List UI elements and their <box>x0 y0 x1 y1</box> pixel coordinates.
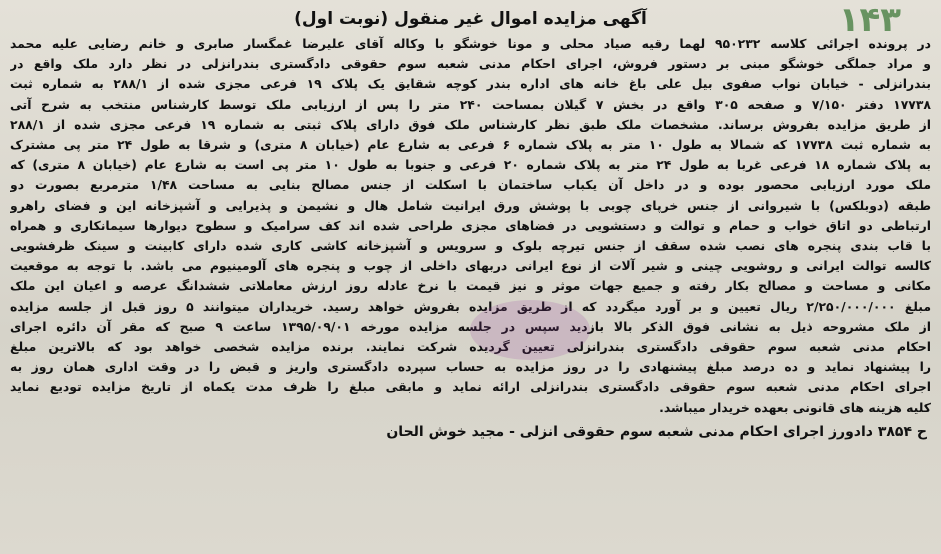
notice-line: طبقه (دوبلکس) با شیروانی از جنس خرپای چوبی با پوشش ورق ایرانیت شامل هال و نشیمن و پذیرایی و آشپزخانه این و فضای راهرو <box>10 197 931 213</box>
notice-line: به پلاک شماره ۱۸ فرعی غربا به طول ۲۴ متر به پلاک شماره ۲۰ فرعی و جنوبا به طول ۱۰ متر پی است به شارع عام (خیابان ۸ متری) که <box>10 157 931 173</box>
notice-body <box>10 34 931 418</box>
notice-line: را پیشنهاد نماید و ده درصد مبلغ پیشنهادی را در روز مزایده به حساب سپرده دادگستری واریز و قبض را در وقت اداری همان روز به <box>10 359 931 375</box>
notice-title: آگهی مزایده اموال غیر منقول (نوبت اول) <box>294 9 647 29</box>
notice-line: از طریق مزایده بفروش برساند. مشخصات ملک طبق نظر کارشناس ملک فوق دارای پلاک ثبتی به شماره ۱۹ فرعی مجزی شده از ۲۸۸/۱ <box>10 116 931 132</box>
ink-stamp <box>470 300 590 360</box>
notice-line: کالسه توالت ایرانی و روشویی چینی و شیر آلات از نوع ایرانی دربهای داخلی از چوب و پنجره های آلومینیوم می باشد. با توجه به موقعیت <box>10 258 931 274</box>
notice-line: ۱۷۷۳۸ دفتر ۷/۱۵۰ و صفحه ۳۰۵ واقع در بخش ۷ گیلان بمساحت ۲۴۰ متر را پس از ارزیابی ملک توسط کارشناس منتخب به شرح آتی <box>10 96 931 112</box>
notice-line: بندرانزلی - خیابان نواب صفوی بیل علی باغ خانه های اداره بندر کوچه شقایق یک پلاک ۱۹ فرعی مجزی شده از ۲۸۸/۱ به شماره ثبت <box>10 76 931 92</box>
notice-line: احکام مدنی شعبه سوم حقوقی دادگستری بندرانزلی تعیین گردیده شرکت نمایند. برنده مزایده شخصی خواهد بود که بالاترین مبلغ <box>10 339 931 355</box>
corner-mark: ۱۴۳ <box>838 0 901 40</box>
notice-line: ارتباطی دو اتاق خواب و حمام و توالت و دستشویی در فضاهای مجزی طراحی شده اند کف سرامیک و سطوح دیوارها سیمانکاری و همراه <box>10 217 931 233</box>
notice-line: مبلغ ۲/۲۵۰/۰۰۰/۰۰۰ ریال تعیین و بر آورد میگردد که از طریق مزایده بفروش خواهد رسید. خریداران میتوانند ۵ روز قبل از جلسه مزایده <box>10 298 931 314</box>
notice-line: و مراد جملگی خوشگو مبنی بر دستور فروش، اجرای احکام مدنی شعبه سوم حقوقی دادگستری بندرانزلی در نظر دارد ملک واقع در <box>10 56 931 72</box>
notice-line: کلیه هزینه های قانونی بعهده خریدار میباشد. <box>659 399 931 415</box>
notice-line: مکانی و مساحت و مصالح بکار رفته و جمیع جهات موثر و نیز قیمت با نرخ عادله روز ارزش معاملاتی ششدانگ عرصه و اعیان این ملک <box>10 278 931 294</box>
notice-line: با قاب بندی پنجره های نصب شده سقف از جنس تیرچه بلوک و سرویس و آشپزخانه کاشی کاری شده دارای کابینت و سینک ظرفشویی <box>10 238 931 254</box>
notice-line: ملک مورد ارزیابی محصور بوده و در داخل آن یکباب ساختمان با اسکلت از جنس مصالح بنایی به مساحت ۱/۴۸ مترمربع بصورت دو <box>10 177 931 193</box>
notice-line: به شماره ثبت ۱۷۷۳۸ که شمالا به طول ۱۰ متر به پلاک شماره ۶ فرعی به شارع عام (خیابان ۸ متری) و شرقا به طول ۲۴ متر پی مشترک <box>10 137 931 153</box>
notice-line: از ملک مشروحه ذیل به نشانی فوق الذکر بالا بازدید سپس در جلسه مزایده مورخه ۱۳۹۵/۰۹/۰۱ ساعت ۹ صبح که مقر آن دائره اجرای <box>10 318 931 334</box>
notice-line: اجرای احکام مدنی شعبه سوم حقوقی دادگستری بندرانزلی ارائه نماید و مابقی مبلغ را ظرف مدت یکماه از تاریخ مزایده تودیع نماید <box>10 379 931 395</box>
notice-signature: ح ۳۸۵۴ دادورز اجرای احکام مدنی شعبه سوم حقوقی انزلی - مجید خوش الحان <box>386 423 927 440</box>
notice-line: در پرونده اجرائی کلاسه ۹۵۰۲۳۲ لهما رقیه صیاد محلی و مونا خوشگو با وکاله آقای علیرضا غمگسار صابری و خانم رضایی علیه محمد <box>10 36 931 51</box>
